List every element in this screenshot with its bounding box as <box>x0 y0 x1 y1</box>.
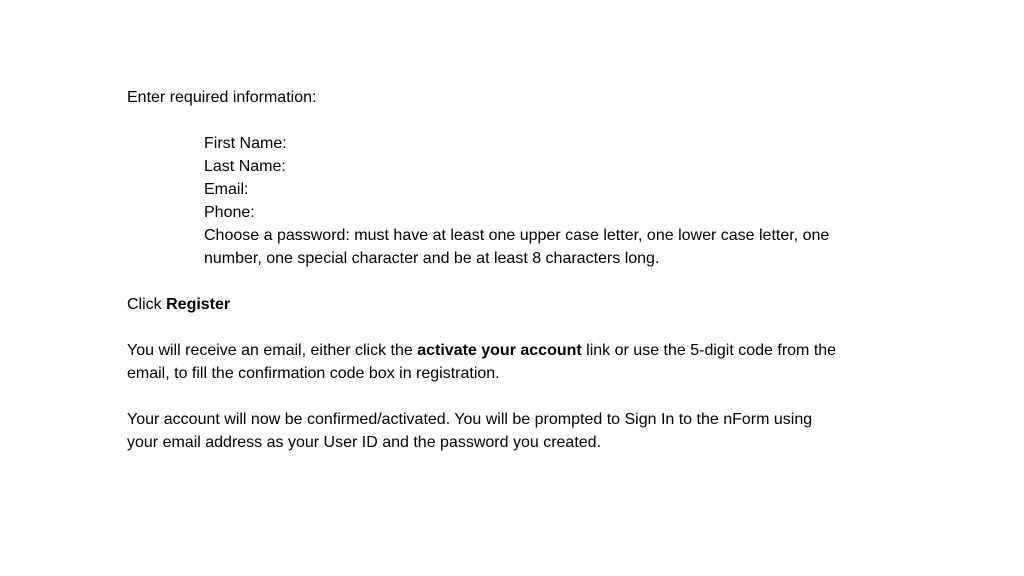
field-first-name: First Name: <box>204 135 287 152</box>
spacer <box>127 109 917 132</box>
slide-content <box>127 86 917 454</box>
confirm-paragraph-line-2: your email address as your User ID and the password you created. <box>127 434 602 451</box>
field-password-line-2: number, one special character and be at least 8 characters long. <box>204 250 660 267</box>
spacer <box>127 316 917 339</box>
spacer <box>127 385 917 408</box>
intro-text: Enter required information: <box>127 89 317 106</box>
activate-account-keyword: activate your account <box>417 342 582 359</box>
required-fields-list <box>127 132 917 270</box>
field-password-line-1: Choose a password: must have at least one upper case letter, one lower case letter, one <box>204 227 830 244</box>
register-prefix: Click <box>127 296 167 313</box>
register-keyword: Register <box>166 296 231 313</box>
email-paragraph-line-2: email, to fill the confirmation code box in registration. <box>127 365 500 382</box>
email-paragraph-line-1 <box>127 339 917 362</box>
field-phone: Phone: <box>204 204 255 221</box>
register-instruction <box>127 293 917 316</box>
spacer <box>127 270 917 293</box>
field-email: Email: <box>204 181 249 198</box>
confirm-paragraph-line-1: Your account will now be confirmed/activated. You will be prompted to Sign In to the nForm using <box>127 411 813 428</box>
field-last-name: Last Name: <box>204 158 286 175</box>
email-para-after: link or use the 5-digit code from the <box>581 342 837 359</box>
email-para-before: You will receive an email, either click the <box>127 342 418 359</box>
